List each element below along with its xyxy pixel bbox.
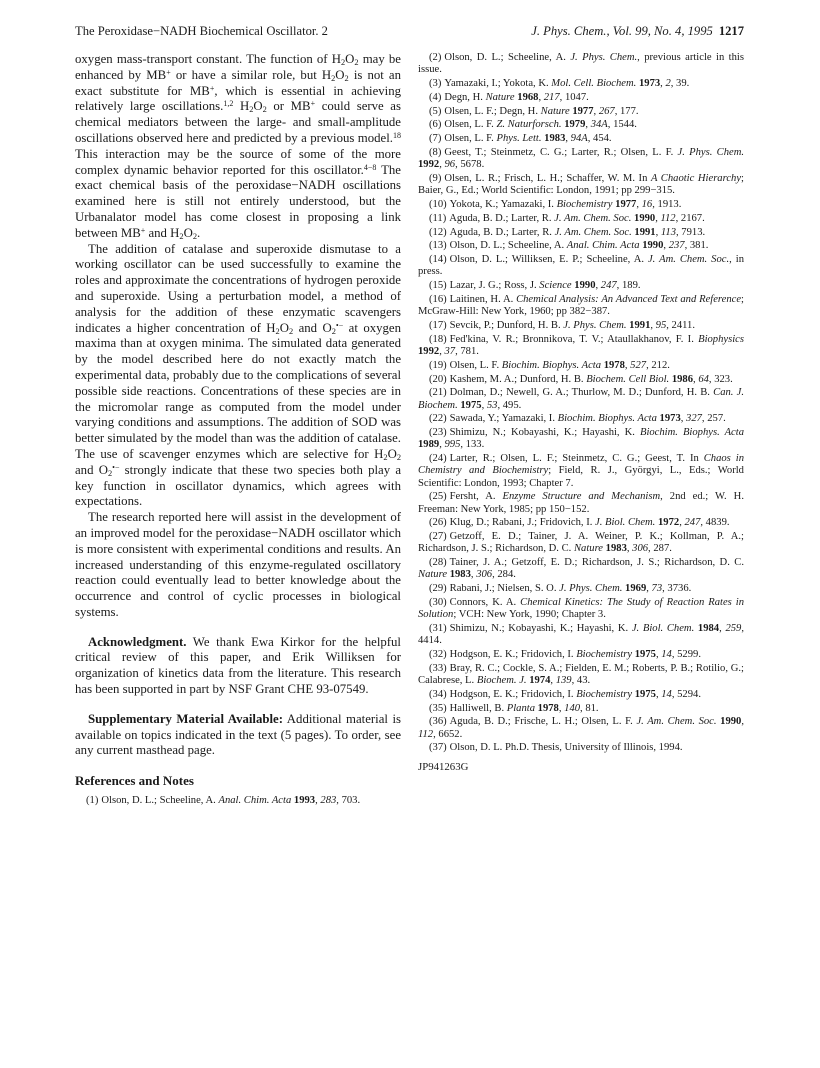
reference-item — [418, 427, 744, 451]
supplementary-material — [75, 712, 401, 759]
reference-number: (13) — [429, 240, 447, 252]
reference-item — [418, 294, 744, 318]
reference-text: Aguda, B. D.; Larter, R. J. Am. Chem. Soc. 1991, 113, 7913. — [449, 226, 706, 238]
reference-number: (6) — [429, 119, 442, 131]
reference-text: Lazar, J. G.; Ross, J. Science 1990, 247, 189. — [449, 280, 641, 292]
reference-item — [418, 280, 744, 292]
running-title: The Peroxidase−NADH Biochemical Oscillator. 2 — [75, 24, 328, 38]
acknowledgment-text: We thank Ewa Kirkor for the helpful critical review of this paper, and Erik Williksen for organization of kinetics data from the literature. This research has been supported in part by NSF Grant CHE 93-07549. — [75, 634, 401, 697]
reference-item — [418, 453, 744, 490]
reference-number: (23) — [429, 427, 447, 439]
reference-item — [418, 147, 744, 171]
running-header — [75, 24, 744, 42]
reference-text: Olsen, L. R.; Frisch, L. H.; Schaffer, W. M. In A Chaotic Hierarchy; Baier, G., Ed.; World Scientific: London, 1991; pp 299−315. — [418, 172, 744, 197]
reference-number: (33) — [429, 662, 447, 674]
reference-item — [418, 557, 744, 581]
reference-number: (32) — [429, 648, 447, 660]
reference-item — [418, 374, 744, 386]
reference-item — [75, 795, 401, 807]
reference-text: Aguda, B. D.; Larter, R. J. Am. Chem. Soc. 1990, 112, 2167. — [449, 212, 705, 224]
right-column — [418, 52, 744, 773]
reference-text: Larter, R.; Olsen, L. F.; Steinmetz, C. G.; Geest, T. In Chaos in Chemistry and Biochemistry; Field, R. J., Györgyi, L., Eds.; World Scientific: London, 1993; Chapter 7. — [418, 453, 744, 489]
reference-text: Olson, D. L.; Scheeline, A. Anal. Chim. Acta 1993, 283, 703. — [101, 795, 361, 807]
reference-number: (25) — [429, 491, 447, 503]
reference-number: (36) — [429, 716, 447, 728]
reference-text: Shimizu, N.; Kobayashi, K.; Hayashi, K. J. Biol. Chem. 1984, 259, 4414. — [418, 622, 744, 647]
reference-number: (34) — [429, 688, 447, 700]
reference-item — [418, 78, 744, 90]
reference-text: Connors, K. A. Chemical Kinetics: The Study of Reaction Rates in Solution; VCH: New York, 1990; Chapter 3. — [418, 596, 744, 621]
reference-text: Olson, D. L.; Williksen, E. P.; Scheeline, A. J. Am. Chem. Soc., in press. — [418, 254, 745, 278]
reference-number: (35) — [429, 702, 447, 714]
journal-citation — [531, 24, 744, 39]
reference-text: Yamazaki, I.; Yokota, K. Mol. Cell. Biochem. 1973, 2, 39. — [444, 78, 690, 89]
manuscript-id: JP941263G — [418, 760, 469, 773]
reference-text: Fed'kina, V. R.; Bronnikova, T. V.; Ataullakhanov, F. I. Biophysics 1992, 37, 781. — [418, 333, 744, 357]
references-list-left — [75, 795, 401, 807]
reference-item — [418, 320, 744, 332]
reference-item — [418, 199, 744, 211]
reference-item — [418, 716, 744, 740]
reference-text: Olsen, L. F. Biochim. Biophys. Acta 1978, 527, 212. — [449, 359, 670, 371]
references-list-right — [418, 52, 744, 755]
reference-item — [418, 227, 744, 239]
reference-number: (2) — [429, 52, 442, 63]
reference-text: Halliwell, B. Planta 1978, 140, 81. — [449, 702, 599, 714]
reference-text: Degn, H. Nature 1968, 217, 1047. — [444, 91, 589, 103]
reference-text: Hodgson, E. K.; Fridovich, I. Biochemistry 1975, 14, 5294. — [449, 688, 701, 700]
reference-number: (30) — [429, 596, 447, 608]
reference-item — [418, 703, 744, 715]
reference-item — [418, 649, 744, 661]
reference-text: Kashem, M. A.; Dunford, H. B. Biochem. Cell Biol. 1986, 64, 323. — [449, 373, 733, 385]
reference-item — [418, 92, 744, 104]
reference-item — [418, 663, 744, 687]
reference-number: (21) — [429, 387, 447, 399]
reference-text: Olson, D. L.; Scheeline, A. Anal. Chim. Acta 1990, 237, 381. — [449, 240, 709, 252]
reference-item — [418, 583, 744, 595]
reference-item — [418, 173, 744, 197]
reference-text: Bray, R. C.; Cockle, S. A.; Fielden, E. M.; Roberts, P. B.; Rotilio, G.; Calabrese, L. Biochem. J. 1974, 139, 43. — [418, 662, 744, 686]
reference-item — [418, 413, 744, 425]
reference-text: Rabani, J.; Nielsen, S. O. J. Phys. Chem. 1969, 73, 3736. — [449, 583, 692, 595]
reference-text: Laitinen, H. A. Chemical Analysis: An Advanced Text and Reference; McGraw-Hill: New York, 1960; pp 382−387. — [418, 293, 744, 318]
reference-text: Dolman, D.; Newell, G. A.; Thurlow, M. D.; Dunford, H. B. Can. J. Biochem. 1975, 53, 495. — [418, 387, 744, 411]
reference-text: Sevcik, P.; Dunford, H. B. J. Phys. Chem. 1991, 95, 2411. — [449, 319, 695, 331]
reference-number: (12) — [429, 226, 447, 238]
reference-item — [418, 106, 744, 118]
reference-number: (1) — [86, 795, 99, 807]
reference-number: (8) — [429, 146, 442, 158]
reference-text: Yokota, K.; Yamazaki, I. Biochemistry 1977, 16, 1913. — [449, 198, 682, 210]
reference-number: (14) — [429, 254, 447, 266]
reference-number: (15) — [429, 280, 447, 292]
reference-number: (7) — [429, 133, 442, 145]
reference-number: (17) — [429, 319, 447, 331]
reference-number: (10) — [429, 198, 447, 210]
reference-text: Geest, T.; Steinmetz, C. G.; Larter, R.; Olsen, L. F. J. Phys. Chem. 1992, 96, 5678. — [418, 146, 744, 171]
reference-text: Olson, D. L. Ph.D. Thesis, University of Illinois, 1994. — [449, 742, 683, 754]
reference-item — [418, 52, 744, 76]
reference-item — [418, 213, 744, 225]
references-heading: References and Notes — [75, 773, 194, 789]
reference-text: Getzoff, E. D.; Tainer, J. A. Weiner, P. K.; Kollman, P. A.; Richardson, J. S.; Richardson, D. C. Nature 1983, 306, 287. — [418, 531, 744, 555]
supplementary-heading: Supplementary Material Available: — [88, 711, 284, 726]
page-number: 1217 — [718, 24, 744, 38]
reference-item — [418, 360, 744, 372]
reference-item — [418, 491, 744, 515]
reference-item — [418, 240, 744, 252]
reference-text: Aguda, B. D.; Frische, L. H.; Olsen, L. F. J. Am. Chem. Soc. 1990, 112, 6652. — [418, 716, 744, 740]
supplementary-text: Additional material is available on topics indicated in the text (5 pages). To order, see any current masthead page. — [75, 711, 401, 758]
reference-item — [418, 254, 744, 278]
reference-number: (11) — [429, 212, 447, 224]
acknowledgment — [75, 635, 401, 698]
reference-number: (20) — [429, 373, 447, 385]
reference-text: Olsen, L. F. Phys. Lett. 1983, 94A, 454. — [444, 133, 612, 145]
reference-item — [418, 517, 744, 529]
reference-number: (19) — [429, 359, 447, 371]
reference-number: (27) — [429, 531, 447, 543]
reference-number: (9) — [429, 172, 442, 184]
reference-number: (28) — [429, 557, 447, 569]
reference-text: Sawada, Y.; Yamazaki, I. Biochim. Biophys. Acta 1973, 327, 257. — [449, 413, 726, 425]
reference-item — [418, 597, 744, 621]
reference-number: (22) — [429, 413, 447, 425]
reference-item — [418, 387, 744, 411]
reference-number: (26) — [429, 517, 447, 529]
reference-number: (16) — [429, 293, 447, 305]
reference-text: Tainer, J. A.; Getzoff, E. D.; Richardson, J. S.; Richardson, D. C. Nature 1983, 306, 284. — [418, 557, 744, 581]
reference-item — [418, 334, 744, 358]
reference-item — [418, 133, 744, 145]
acknowledgment-heading: Acknowledgment. — [88, 634, 187, 649]
reference-number: (29) — [429, 583, 447, 595]
left-column — [75, 52, 401, 809]
reference-number: (24) — [429, 453, 447, 465]
reference-item — [418, 742, 744, 754]
reference-text: Shimizu, N.; Kobayashi, K.; Hayashi, K. Biochim. Biophys. Acta 1989, 995, 133. — [418, 427, 744, 451]
reference-number: (4) — [429, 91, 442, 103]
reference-item — [418, 689, 744, 701]
reference-number: (31) — [429, 622, 447, 634]
body-paragraph-1: oxygen mass-transport constant. The function of $H_2O_2$ may be enhanced by MB+ or have a similar role, but $H_2O_2$ is not an exact substitute for MB+, which is essential in achieving relatively large oscillations.$^{1,2}$ $H_2O_2$ or MB+ could serve as chemical mediators between the large- and small-amplitude oscillations observed here and predicted by a previous model.$^{18}$ This interaction may be the source of some of the more complex dynamic behavior reported for this oscillator.$^{4-8}$ The exact chemical basis of the peroxidase−NADH oscillations examined here is still not entirely understood, but the Urbanalator model has come closest in proposing a link between MB+ and $H_2O_2$. — [75, 52, 401, 241]
reference-item — [418, 531, 744, 555]
reference-number: (3) — [429, 78, 442, 89]
reference-text: Hodgson, E. K.; Fridovich, I. Biochemistry 1975, 14, 5299. — [449, 648, 701, 660]
journal-citation-text: J. Phys. Chem., Vol. 99, No. 4, 1995 — [531, 24, 713, 38]
body-paragraph-2: The addition of catalase and superoxide dismutase to a working oscillator can be used successfully to examine the roles and approximate the concentrations of hydrogen peroxide and superoxide. Using a perturbation model, a method of analysis for the addition of these enzymatic scavengers indicates a higher concentration of $H_2O_2$ and $O_2^{•-}$ at oxygen maxima than at oxygen minima. The simulated data generated by the model described here do not exactly match the experimental data, probably due to the complications of several possible side reactions. Concentrations of these species are in the micromolar range as computed from the model under varying conditions and assumptions. The addition of SOD was better simulated by the model than was the addition of catalase. The use of scavenger enzymes which are selective for $H_2O_2$ and $O_2^{•-}$ strongly indicate that these two species both play a key function in oscillator dynamics, which agrees with expectations. — [75, 241, 401, 509]
reference-number: (18) — [429, 333, 447, 345]
reference-text: Olson, D. L.; Scheeline, A. J. Phys. Chem., previous article in this issue. — [418, 52, 744, 76]
reference-item — [418, 119, 744, 131]
reference-text: Fersht, A. Enzyme Structure and Mechanism, 2nd ed.; W. H. Freeman: New York, 1985; pp 150−152. — [418, 491, 744, 515]
reference-text: Olsen, L. F. Z. Naturforsch. 1979, 34A, 1544. — [444, 119, 637, 131]
reference-number: (37) — [429, 742, 447, 754]
body-paragraph-3: The research reported here will assist in the development of an improved model for the peroxidase−NADH oscillator which is more consistent with experimental conditions and results. An increased understanding of this enzyme-regulated oscillatory reaction could eventually lead to better knowledge about the occurrence and control of cyclic processes in biological systems. — [75, 510, 401, 619]
reference-text: Klug, D.; Rabani, J.; Fridovich, I. J. Biol. Chem. 1972, 247, 4839. — [449, 517, 730, 529]
reference-item — [418, 623, 744, 647]
reference-number: (5) — [429, 105, 442, 117]
reference-text: Olsen, L. F.; Degn, H. Nature 1977, 267, 177. — [444, 105, 639, 117]
